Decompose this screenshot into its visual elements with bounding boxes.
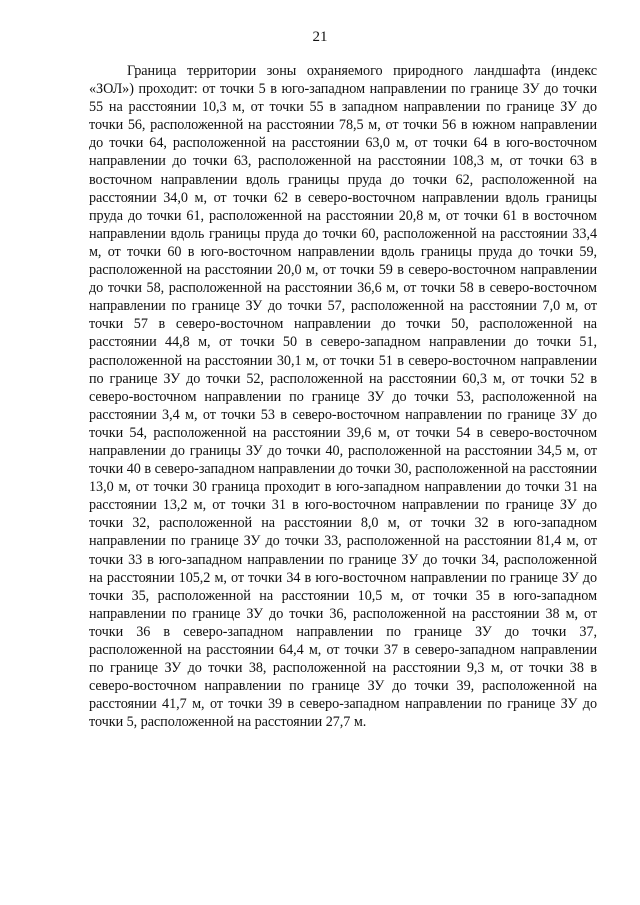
body-paragraph: Граница территории зоны охраняемого природного ландшафта (индекс «ЗОЛ») проходит: от точки 5 в юго-западном направлении по границе ЗУ до точки 55 на расстоянии 10,3 м, от точки 55 в западном направлении по границе ЗУ до точки 56, расположенной на расстоянии 78,5 м, от точки 56 в южном направлении до точки 64, расположенной на расстоянии 63,0 м, от точки 64 в юго-восточном направлении до точки 63, расположенной на расстоянии 108,3 м, от точки 63 в восточном направлении вдоль границы пруда до точки 62, расположенной на расстоянии 34,0 м, от точки 62 в северо-восточном направлении вдоль границы пруда до точки 61, расположенной на расстоянии 20,8 м, от точки 61 в восточном направлении вдоль границы пруда до точки 60, расположенной на расстоянии 33,4 м, от точки 60 в юго-восточном направлении вдоль границы пруда до точки 59, расположенной на расстоянии 20,0 м, от точки 59 в северо-восточном направлении до точки 58, расположенной на расстоянии 36,6 м, от точки 58 в северо-восточном направлении по границе ЗУ до точки 57, расположенной на расстоянии 7,0 м, от точки 57 в северо-восточном направлении до точки 50, расположенной на расстоянии 44,8 м, от точки 50 в северо-западном направлении до точки 51, расположенной на расстоянии 30,1 м, от точки 51 в северо-восточном направлении по границе ЗУ до точки 52, расположенной на расстоянии 60,3 м, от точки 52 в северо-восточном направлении по границе ЗУ до точки 53, расположенной на расстоянии 3,4 м, от точки 53 в северо-восточном направлении по границе ЗУ до точки 54, расположенной на расстоянии 39,6 м, от точки 54 в северо-восточном направлении до границы ЗУ до точки 40, расположенной на расстоянии 34,5 м, от точки 40 в северо-западном направлении до точки 30, расположенной на расстоянии 13,0 м, от точки 30 граница проходит в юго-западном направлении до точки 31 на расстоянии 13,2 м, от точки 31 в юго-восточном направлении по границе ЗУ до точки 32, расположенной на расстоянии 8,0 м, от точки 32 в юго-западном направлении по границе ЗУ до точки 33, расположенной на расстоянии 81,4 м, от точки 33 в юго-западном направлении по границе ЗУ до точки 34, расположенной на расстоянии 105,2 м, от точки 34 в юго-восточном направлении по границе ЗУ до точки 35, расположенной на расстоянии 10,5 м, от точки 35 в юго-западном направлении по границе ЗУ до точки 36, расположенной на расстоянии 38 м, от точки 36 в северо-западном направлении по границе ЗУ до точки 37, расположенной на расстоянии 64,4 м, от точки 37 в северо-западном направлении по границе ЗУ до точки 38, расположенной на расстоянии 9,3 м, от точки 38 в северо-восточном направлении по границе ЗУ до точки 39, расположенной на расстоянии 41,7 м, от точки 39 в северо-западном направлении по границе ЗУ до точки 5, расположенной на расстоянии 27,7 м. [89, 63, 597, 731]
page-number: 21 [312, 29, 328, 45]
